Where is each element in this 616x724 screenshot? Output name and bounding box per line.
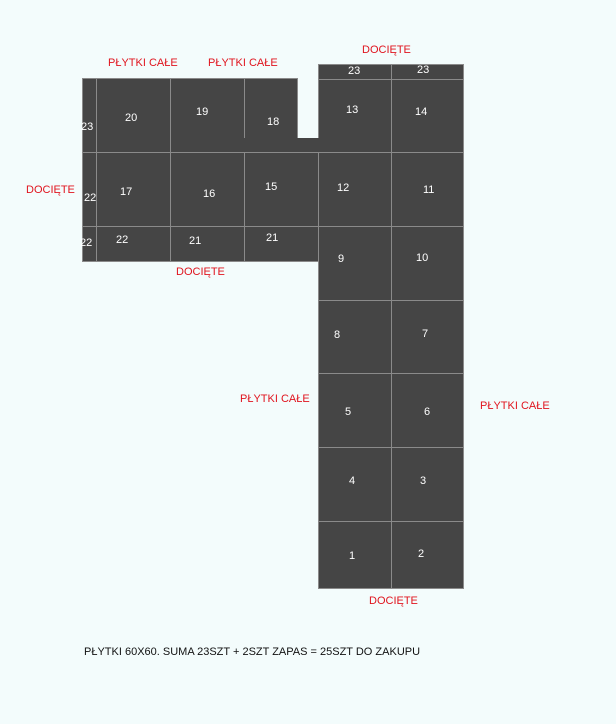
tile-number-22a: 22 xyxy=(84,192,97,204)
tile-number-8: 8 xyxy=(334,329,341,341)
tile-number-13: 13 xyxy=(346,104,359,116)
tile-number-16: 16 xyxy=(203,188,216,200)
tile-number-7: 7 xyxy=(422,328,429,340)
tile-number-17: 17 xyxy=(120,186,133,198)
tile-23-cut-side xyxy=(82,78,97,153)
tile-number-5: 5 xyxy=(345,406,352,418)
label-cut-bottom: DOCIĘTE xyxy=(369,595,418,607)
label-full-tiles-top-left: PŁYTKI CAŁE xyxy=(108,57,178,69)
tile-22-cut-bottom xyxy=(96,226,171,262)
tile-18-notch-fill xyxy=(244,138,319,153)
tile-number-23a: 23 xyxy=(348,65,361,77)
tile-number-22b: 22 xyxy=(80,237,93,249)
tile-number-20: 20 xyxy=(125,112,138,124)
tile-17 xyxy=(96,152,171,227)
tile-15 xyxy=(244,152,319,227)
tile-3 xyxy=(391,447,464,522)
label-full-tiles-top-middle: PŁYTKI CAŁE xyxy=(208,57,278,69)
tile-21-cut-bottom-a xyxy=(170,226,245,262)
tile-number-18: 18 xyxy=(267,116,280,128)
tile-12 xyxy=(318,152,392,227)
tile-number-23c: 23 xyxy=(81,121,94,133)
label-cut-left: DOCIĘTE xyxy=(26,184,75,196)
label-full-tiles-strip-right: PŁYTKI CAŁE xyxy=(480,400,550,412)
tile-number-22c: 22 xyxy=(116,234,129,246)
tile-number-9: 9 xyxy=(338,253,345,265)
tile-2 xyxy=(391,521,464,589)
tile-5 xyxy=(318,373,392,448)
tile-22-cut-side xyxy=(82,152,97,227)
tile-number-15: 15 xyxy=(265,181,278,193)
tile-9 xyxy=(318,226,392,301)
label-full-tiles-strip-left: PŁYTKI CAŁE xyxy=(240,393,310,405)
tile-number-2: 2 xyxy=(418,548,425,560)
tile-21-cut-bottom-b xyxy=(244,226,319,262)
tile-number-3: 3 xyxy=(420,475,427,487)
tile-number-10: 10 xyxy=(416,252,429,264)
tile-14 xyxy=(391,79,464,153)
tile-number-12: 12 xyxy=(337,182,350,194)
label-cut-under-left-block: DOCIĘTE xyxy=(176,266,225,278)
tile-number-21a: 21 xyxy=(189,235,202,247)
tile-number-19: 19 xyxy=(196,106,209,118)
tile-number-23b: 23 xyxy=(417,64,430,76)
label-cut-top-right: DOCIĘTE xyxy=(362,44,411,56)
tile-number-14: 14 xyxy=(415,106,428,118)
tile-number-4: 4 xyxy=(349,475,356,487)
tile-number-1: 1 xyxy=(349,550,356,562)
tile-number-21b: 21 xyxy=(266,232,279,244)
tile-8 xyxy=(318,300,392,374)
tile-number-11: 11 xyxy=(423,184,435,196)
summary-text: PŁYTKI 60X60. SUMA 23SZT + 2SZT ZAPAS = 25SZT DO ZAKUPU xyxy=(84,646,421,658)
tile-13 xyxy=(318,79,392,153)
tile-number-6: 6 xyxy=(424,406,431,418)
